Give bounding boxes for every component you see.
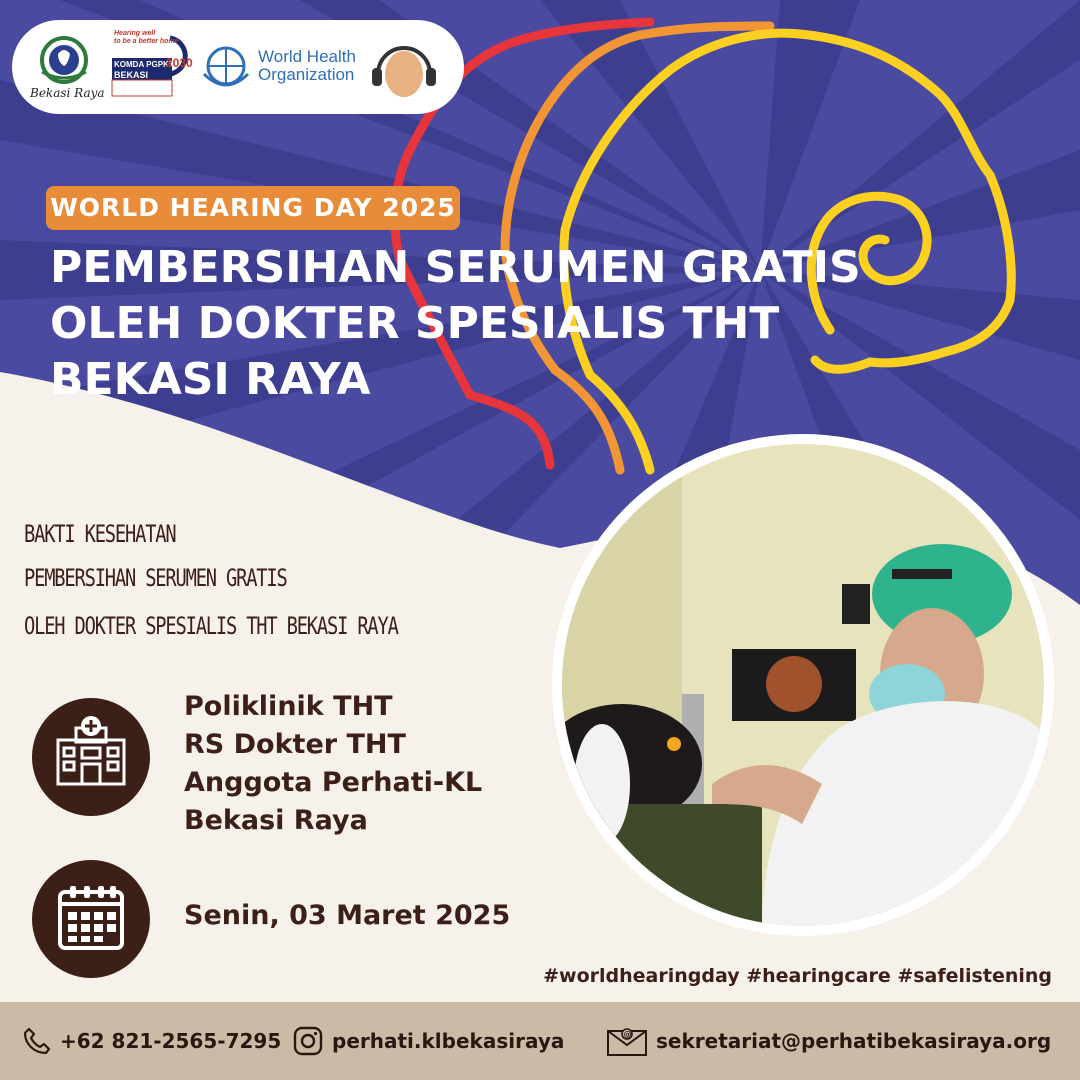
email-contact[interactable] (606, 1002, 1051, 1080)
doctor-photo (552, 434, 1054, 936)
komda-city: BEKASI (114, 70, 149, 80)
komda-tagline-1: Hearing well (114, 30, 156, 37)
location-line-1: Poliklinik THT (184, 691, 393, 722)
location-text (184, 688, 482, 840)
phone-number: +62 821-2565-7295 (60, 1029, 282, 1053)
location-line-3: Anggota Perhati-KL (184, 767, 483, 798)
location-line-2: RS Dokter THT (184, 729, 406, 760)
subheading-line-2: PEMBERSIHAN SERUMEN GRATIS (24, 564, 287, 592)
who-line-1: World Health (258, 47, 356, 66)
headline-line-2: OLEH DOKTER SPESIALIS THT (50, 298, 780, 349)
svg-text:@: @ (623, 1030, 632, 1039)
phone-icon (22, 1026, 52, 1056)
hashtags: #worldhearingday #hearingcare #safelistening (543, 965, 1052, 987)
email-icon (606, 1025, 648, 1057)
instagram-contact[interactable] (292, 1002, 564, 1080)
hospital-icon (32, 698, 150, 816)
location-icon-badge (32, 698, 150, 816)
instagram-handle: perhati.klbekasiraya (332, 1029, 565, 1053)
subheading-line-1: BAKTI KESEHATAN (24, 520, 176, 548)
bekasi-raya-logo-text: Bekasi Raya (30, 86, 105, 100)
contact-footer (0, 1002, 1080, 1080)
headline (50, 240, 910, 408)
calendar-icon (32, 860, 150, 978)
komda-year: 2030 (166, 56, 193, 70)
komda-name: KOMDA PGPKT (114, 60, 174, 69)
world-hearing-day-egg-icon (368, 38, 440, 100)
event-date: Senin, 03 Maret 2025 (184, 900, 511, 931)
instagram-icon (292, 1025, 324, 1057)
who-logo-text (258, 48, 356, 84)
who-emblem-icon (200, 44, 252, 90)
date-icon-badge (32, 860, 150, 978)
headline-line-3: BEKASI RAYA (50, 354, 371, 405)
doctor-examining-patient-image (562, 444, 1044, 926)
location-line-4: Bekasi Raya (184, 805, 368, 836)
email-address: sekretariat@perhatibekasiraya.org (656, 1029, 1052, 1053)
event-tag: WORLD HEARING DAY 2025 (46, 186, 460, 230)
headline-line-1: PEMBERSIHAN SERUMEN GRATIS (50, 242, 861, 293)
komda-tagline-2: to be a better home (114, 38, 179, 45)
who-line-2: Organization (258, 65, 355, 84)
phone-contact[interactable] (22, 1002, 281, 1080)
subheading-line-3: OLEH DOKTER SPESIALIS THT BEKASI RAYA (24, 612, 398, 640)
